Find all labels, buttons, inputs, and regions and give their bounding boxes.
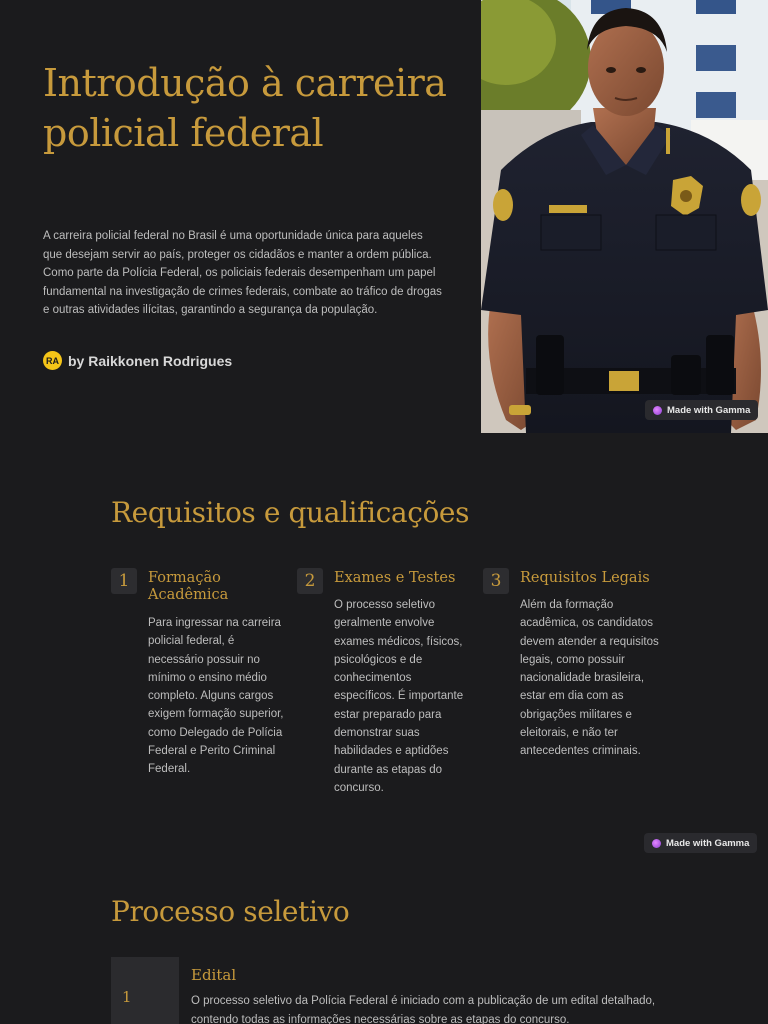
- page-title: Introdução à carreira policial federal: [43, 61, 447, 155]
- requirement-title: Requisitos Legais: [520, 570, 650, 586]
- requirement-body: O processo seletivo geralmente envolve exames médicos, físicos, psicológicos e de conhecimentos específicos. É importante estar preparado para demonstrar suas habilidades e aptidões durante as etapas do concurso.: [334, 599, 464, 794]
- step-number: 1: [122, 988, 132, 1006]
- step-number: 2: [297, 568, 323, 594]
- process-step-title: Edital: [191, 966, 237, 984]
- process-step-body: O processo seletivo da Polícia Federal é iniciado com a publicação de um edital detalhado, contendo todas as informações necessárias sobre as etapas do concurso.: [191, 995, 656, 1024]
- requirements-title: Requisitos e qualificações: [111, 496, 470, 529]
- requirement-body: Para ingressar na carreira policial federal, é necessário possuir no mínimo o ensino médio completo. Alguns cargos exigem formação superior, como Delegado de Polícia Federal e Perito Criminal Federal.: [148, 617, 284, 776]
- step-number: 1: [111, 568, 137, 594]
- intro-paragraph: A carreira policial federal no Brasil é uma oportunidade única para aqueles que desejam servir ao país, proteger os cidadãos e manter a ordem pública. Como parte da Polícia Federal, os policiais federais desempenham um papel fundamental na investigação de crimes federais, combate ao tráfico de drogas e outras atividades ilícitas, garantindo a segurança da população.: [43, 230, 442, 316]
- author-name: by Raikkonen Rodrigues: [68, 352, 233, 369]
- avatar: RA: [43, 351, 62, 370]
- officer-photo: [481, 0, 768, 433]
- requirement-title: Formação Acadêmica: [148, 570, 229, 603]
- intro-slide: [0, 0, 768, 433]
- requirement-title: Exames e Testes: [334, 570, 456, 586]
- step-number: 3: [483, 568, 509, 594]
- requirement-body: Além da formação acadêmica, os candidatos devem atender a requisitos legais, como possuir nacionalidade brasileira, estar em dia com as obrigações militares e eleitorais, e não ter antecedentes criminais.: [520, 599, 659, 758]
- author-byline: [43, 351, 232, 370]
- badge-label: Made with Gamma: [666, 837, 750, 849]
- process-title: Processo seletivo: [111, 895, 350, 928]
- made-with-gamma-badge[interactable]: [645, 400, 758, 420]
- badge-label: Made with Gamma: [667, 404, 751, 416]
- made-with-gamma-badge[interactable]: [644, 833, 757, 853]
- gamma-logo-icon: [653, 406, 662, 415]
- gamma-logo-icon: [652, 839, 661, 848]
